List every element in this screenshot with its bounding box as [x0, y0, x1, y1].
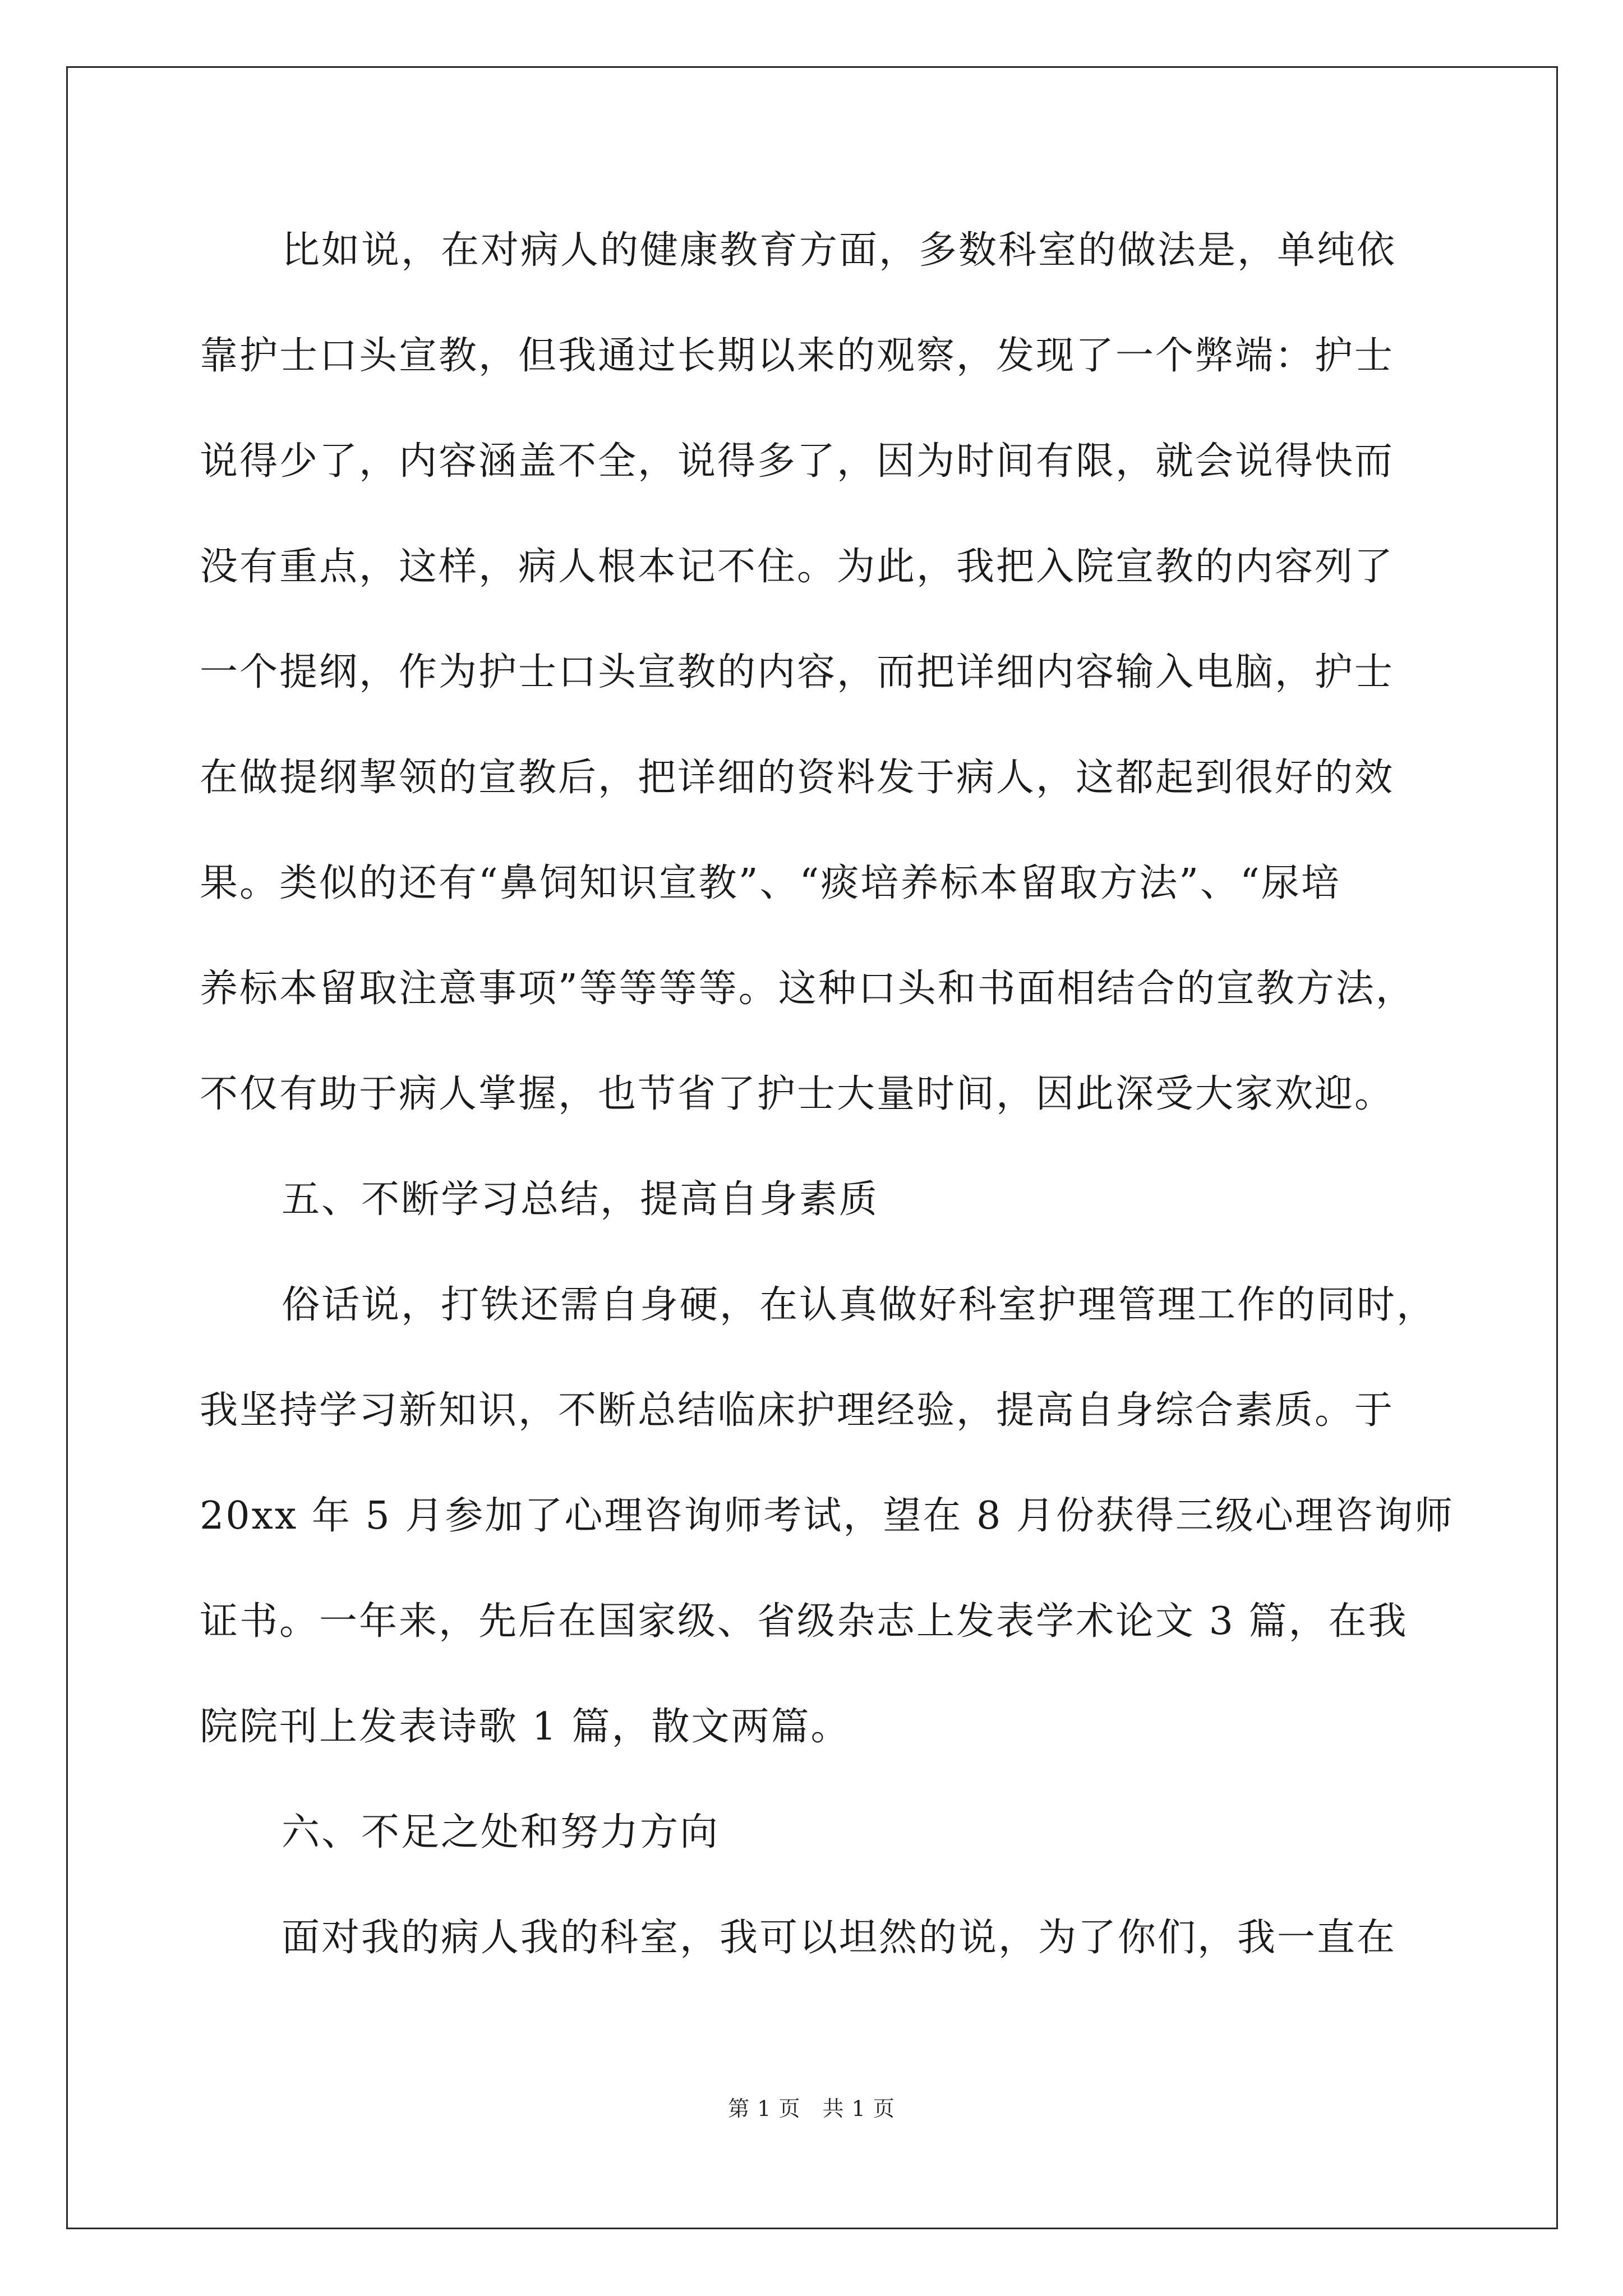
paragraph-line: 面对我的病人我的科室，我可以坦然的说，为了你们，我一直在 — [282, 1916, 1397, 1960]
paragraph-line: 20xx 年 5 月参加了心理咨询师考试，望在 8 月份获得三级心理咨询师 — [200, 1494, 1454, 1538]
paragraph-line: 我坚持学习新知识，不断总结临床护理经验，提高自身综合素质。于 — [200, 1388, 1395, 1433]
paragraph-line: 说得少了，内容涵盖不全，说得多了，因为时间有限，就会说得快而 — [200, 439, 1395, 484]
paragraph-line: 果。类似的还有“鼻饲知识宣教”、“痰培养标本留取方法”、“尿培 — [200, 861, 1341, 905]
section-heading: 六、不足之处和努力方向 — [282, 1810, 720, 1855]
paragraph-line: 俗话说，打铁还需自身硬，在认真做好科室护理管理工作的同时， — [282, 1283, 1437, 1327]
paragraph-line: 没有重点，这样，病人根本记不住。为此，我把入院宣教的内容列了 — [200, 545, 1395, 589]
paragraph-line: 养标本留取注意事项”等等等等。这种口头和书面相结合的宣教方法， — [200, 967, 1415, 1011]
document-body — [200, 214, 1454, 2007]
paragraph-line: 比如说，在对病人的健康教育方面，多数科室的做法是，单纯依 — [282, 228, 1397, 273]
paragraph-line: 院院刊上发表诗歌 1 篇，散文两篇。 — [200, 1705, 851, 1749]
section-heading: 五、不断学习总结，提高自身素质 — [282, 1177, 879, 1222]
page-number-footer: 第 1 页 共 1 页 — [728, 2096, 895, 2121]
paragraph-line: 证书。一年来，先后在国家级、省级杂志上发表学术论文 3 篇，在我 — [200, 1599, 1408, 1644]
paragraph-line: 在做提纲挈领的宣教后，把详细的资料发于病人，这都起到很好的效 — [200, 756, 1395, 800]
paragraph-line: 一个提纲，作为护士口头宣教的内容，而把详细内容输入电脑，护士 — [200, 650, 1395, 694]
paragraph-line: 不仅有助于病人掌握，也节省了护士大量时间，因此深受大家欢迎。 — [200, 1072, 1395, 1116]
paragraph-line: 靠护士口头宣教，但我通过长期以来的观察，发现了一个弊端：护士 — [200, 334, 1395, 378]
